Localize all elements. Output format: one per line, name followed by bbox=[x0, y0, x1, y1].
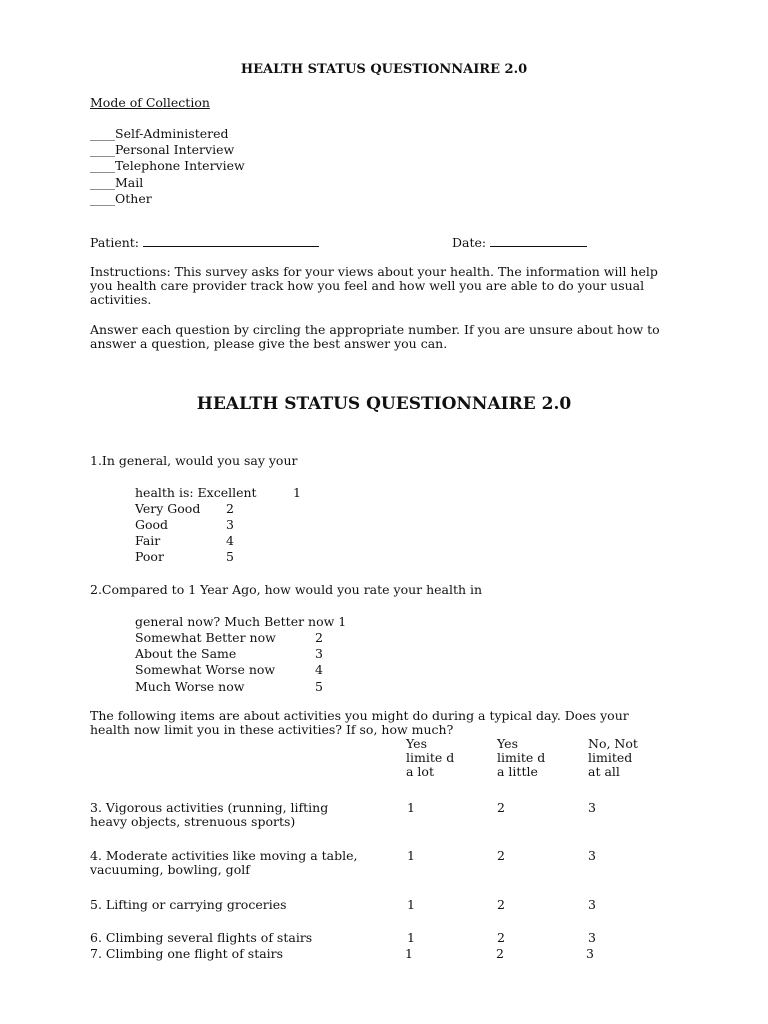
q1-option-value[interactable]: 2 bbox=[226, 501, 234, 516]
activities-intro: The following items are about activities you might do during a typical day. Does your health now limit you in these activities? If so, how much? bbox=[90, 708, 629, 737]
q1-option-label: Very Good bbox=[135, 501, 201, 516]
column-header-limited-a-little: Yes limite d a little bbox=[497, 736, 546, 779]
mode-label: Personal Interview bbox=[115, 142, 235, 157]
activity-option-value[interactable]: 1 bbox=[407, 930, 415, 945]
activity-option-value[interactable]: 3 bbox=[588, 930, 596, 945]
column-header-limited-a-lot: Yes limite d a lot bbox=[406, 736, 455, 779]
activity-label: 4. Moderate activities like moving a table, vacuuming, bowling, golf bbox=[90, 848, 358, 877]
activity-option-value[interactable]: 1 bbox=[407, 848, 415, 863]
mode-option-telephone-interview[interactable] bbox=[90, 158, 245, 174]
mode-option-self-administered[interactable] bbox=[90, 126, 229, 142]
q2-option-value[interactable]: 2 bbox=[315, 630, 323, 645]
activity-option-value[interactable]: 3 bbox=[588, 848, 596, 863]
q2-option-much-better[interactable]: general now? Much Better now 1 bbox=[135, 614, 347, 629]
activity-option-value[interactable]: 1 bbox=[407, 897, 415, 912]
mode-option-other[interactable] bbox=[90, 191, 152, 207]
mode-of-collection-label: Mode of Collection bbox=[90, 95, 210, 110]
activity-option-value[interactable]: 2 bbox=[497, 897, 505, 912]
activity-option-value[interactable]: 2 bbox=[497, 930, 505, 945]
patient-label: Patient: bbox=[90, 235, 140, 250]
activity-option-value[interactable]: 1 bbox=[407, 800, 415, 815]
q1-option-excellent-label: health is: Excellent bbox=[135, 485, 257, 500]
mode-blank: ____ bbox=[90, 191, 115, 206]
q1-option-label: Good bbox=[135, 517, 169, 532]
q2-option-label: Somewhat Worse now bbox=[135, 662, 276, 677]
activity-option-value[interactable]: 2 bbox=[497, 800, 505, 815]
activity-label: 6. Climbing several flights of stairs bbox=[90, 930, 313, 945]
activity-option-value[interactable]: 2 bbox=[497, 848, 505, 863]
mode-label: Telephone Interview bbox=[115, 158, 245, 173]
activity-label: 5. Lifting or carrying groceries bbox=[90, 897, 287, 912]
mode-blank: ____ bbox=[90, 158, 115, 173]
mode-label: Other bbox=[115, 191, 152, 206]
q2-option-label: About the Same bbox=[135, 646, 237, 661]
mode-label: Mail bbox=[115, 175, 144, 190]
activity-option-value[interactable]: 1 bbox=[405, 946, 413, 961]
q1-option-value[interactable]: 4 bbox=[226, 533, 234, 548]
q2-option-label: Somewhat Better now bbox=[135, 630, 276, 645]
activity-option-value[interactable]: 2 bbox=[496, 946, 504, 961]
mode-blank: ____ bbox=[90, 175, 115, 190]
activity-label: 3. Vigorous activities (running, lifting heavy objects, strenuous sports) bbox=[90, 800, 329, 829]
q1-option-value[interactable]: 3 bbox=[226, 517, 234, 532]
patient-field bbox=[90, 234, 319, 251]
activity-label: 7. Climbing one flight of stairs bbox=[90, 946, 284, 961]
q1-option-label: Fair bbox=[135, 533, 161, 548]
activity-option-value[interactable]: 3 bbox=[588, 800, 596, 815]
mode-option-personal-interview[interactable] bbox=[90, 142, 234, 158]
question-2-text: 2.Compared to 1 Year Ago, how would you rate your health in bbox=[90, 582, 483, 597]
mode-blank: ____ bbox=[90, 126, 115, 141]
q2-option-value[interactable]: 4 bbox=[315, 662, 323, 677]
section-title: HEALTH STATUS QUESTIONNAIRE 2.0 bbox=[196, 394, 572, 414]
q2-option-value[interactable]: 5 bbox=[315, 679, 323, 694]
date-field bbox=[452, 234, 587, 251]
answer-instructions-text: Answer each question by circling the appropriate number. If you are unsure about how to answer a question, please give the best answer you can. bbox=[90, 322, 660, 351]
mode-blank: ____ bbox=[90, 142, 115, 157]
activity-option-value[interactable]: 3 bbox=[586, 946, 594, 961]
mode-option-mail[interactable] bbox=[90, 175, 143, 191]
q2-option-label: Much Worse now bbox=[135, 679, 245, 694]
instructions-text: Instructions: This survey asks for your views about your health. The information will help you health care provider track how you feel and how well you are able to do your usual activities. bbox=[90, 264, 658, 307]
q2-option-value[interactable]: 3 bbox=[315, 646, 323, 661]
patient-input-line[interactable] bbox=[143, 234, 319, 247]
date-input-line[interactable] bbox=[490, 234, 587, 247]
q1-option-label: Poor bbox=[135, 549, 164, 564]
q1-option-excellent-value[interactable]: 1 bbox=[293, 485, 301, 500]
column-header-not-limited: No, Not limited at all bbox=[588, 736, 638, 779]
page-title: HEALTH STATUS QUESTIONNAIRE 2.0 bbox=[240, 62, 528, 77]
mode-label: Self-Administered bbox=[115, 126, 229, 141]
date-label: Date: bbox=[452, 235, 487, 250]
activity-option-value[interactable]: 3 bbox=[588, 897, 596, 912]
q1-option-value[interactable]: 5 bbox=[226, 549, 234, 564]
question-1-text: 1.In general, would you say your bbox=[90, 453, 298, 468]
